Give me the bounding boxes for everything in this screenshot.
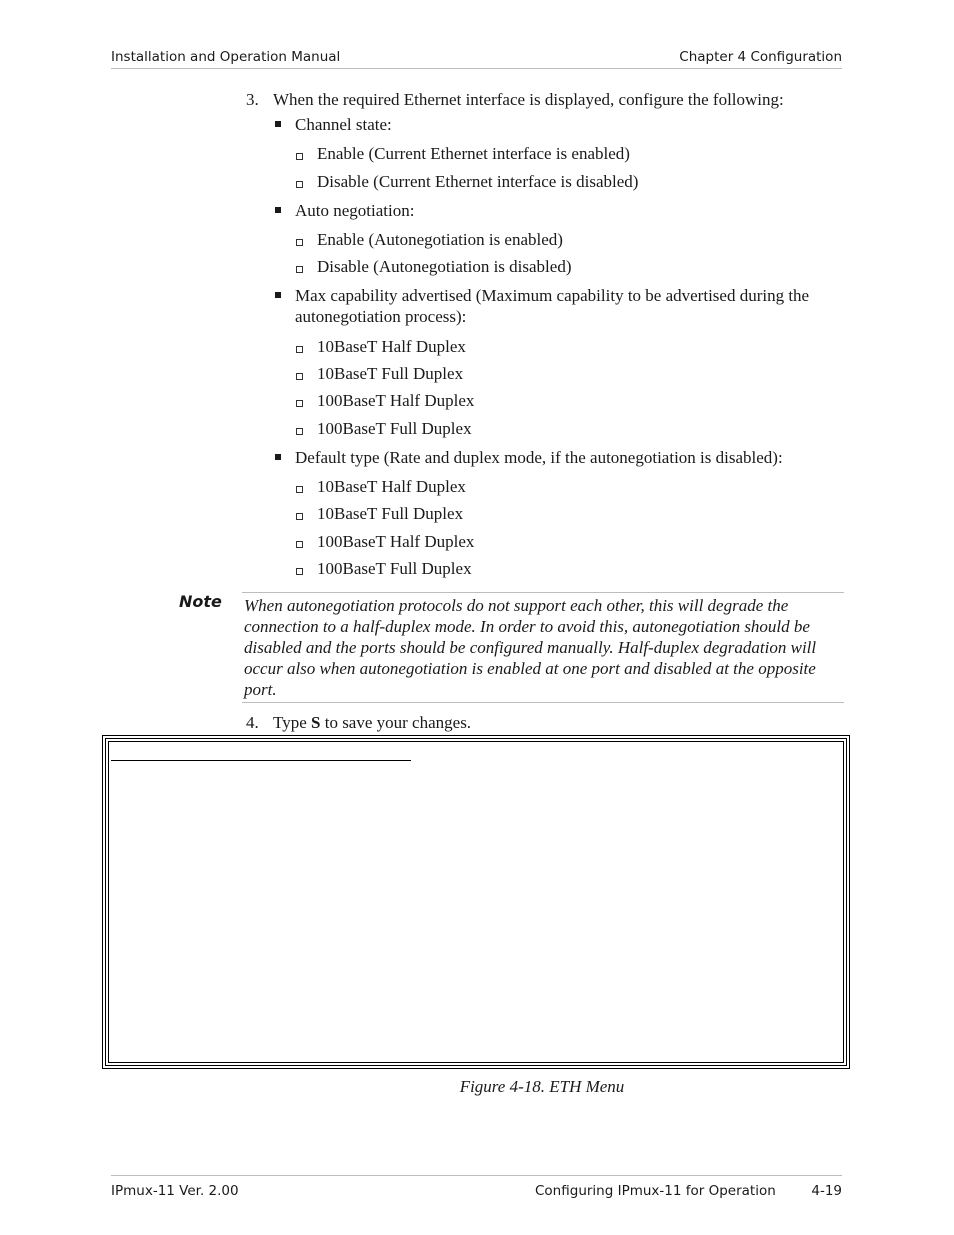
default-type-option: 10BaseT Full Duplex [317, 504, 464, 523]
sub-bullet-square-icon [296, 153, 303, 160]
note-text: When autonegotiation protocols do not support each other, this will degrade the connection to a half-duplex mode. In order to avoid this, autonegotiation should be disabled and the ports should be configured manually. Half-duplex degradation will occur also when autonegotiation is enabled at one port and disabled at the opposite port. [244, 596, 817, 699]
default-type-option: 100BaseT Full Duplex [317, 559, 472, 578]
sub-bullet-square-icon [296, 346, 303, 353]
step-3-text: When the required Ethernet interface is displayed, configure the following: [273, 90, 784, 109]
auto-negotiation-label: Auto negotiation: [295, 201, 415, 220]
figure-frame [105, 738, 847, 1066]
header-manual-title: Installation and Operation Manual [111, 49, 341, 65]
channel-state-label: Channel state: [295, 115, 392, 134]
sub-bullet-square-icon [296, 568, 303, 575]
figure-title-underline [111, 760, 411, 761]
bullet-square-icon [275, 121, 281, 127]
step-4-prefix: Type [273, 713, 311, 732]
step-4-number: 4. [246, 713, 259, 732]
header-chapter: Chapter 4 Configuration [679, 49, 842, 65]
bullet-square-icon [275, 454, 281, 460]
note-bottom-rule [242, 702, 844, 703]
save-key: S [311, 713, 321, 732]
sub-bullet-square-icon [296, 181, 303, 188]
max-capability-option: 100BaseT Full Duplex [317, 419, 472, 438]
max-capability-option: 10BaseT Half Duplex [317, 337, 466, 356]
auto-negotiation-option: Disable (Autonegotiation is disabled) [317, 257, 572, 276]
bullet-square-icon [275, 207, 281, 213]
sub-bullet-square-icon [296, 373, 303, 380]
sub-bullet-square-icon [296, 400, 303, 407]
sub-bullet-square-icon [296, 541, 303, 548]
max-capability-label-line1: Max capability advertised (Maximum capability to be advertised during the [295, 286, 810, 305]
default-type-label: Default type (Rate and duplex mode, if the autonegotiation is disabled): [295, 448, 783, 467]
note-label: Note [179, 592, 222, 611]
channel-state-option: Enable (Current Ethernet interface is enabled) [317, 144, 630, 163]
sub-bullet-square-icon [296, 486, 303, 493]
page-header [111, 48, 842, 69]
note-top-rule [242, 592, 844, 593]
auto-negotiation-option: Enable (Autonegotiation is enabled) [317, 230, 563, 249]
sub-bullet-square-icon [296, 428, 303, 435]
footer-page-number: 4-19 [811, 1183, 842, 1199]
sub-bullet-square-icon [296, 239, 303, 246]
figure-inner-frame [108, 741, 844, 1063]
sub-bullet-square-icon [296, 266, 303, 273]
figure-caption: Figure 4-18. ETH Menu [459, 1077, 625, 1096]
step-4-text [273, 712, 471, 733]
channel-state-option: Disable (Current Ethernet interface is disabled) [317, 172, 639, 191]
page-footer [111, 1175, 842, 1200]
step-4-suffix: to save your changes. [320, 713, 472, 732]
sub-bullet-square-icon [296, 513, 303, 520]
default-type-option: 100BaseT Half Duplex [317, 532, 475, 551]
footer-section: Configuring IPmux-11 for Operation [535, 1183, 776, 1199]
step-3-number: 3. [246, 90, 259, 109]
footer-product-version: IPmux-11 Ver. 2.00 [111, 1183, 239, 1199]
max-capability-label-line2: autonegotiation process): [295, 307, 467, 326]
max-capability-option: 100BaseT Half Duplex [317, 391, 475, 410]
max-capability-option: 10BaseT Full Duplex [317, 364, 464, 383]
bullet-square-icon [275, 292, 281, 298]
default-type-option: 10BaseT Half Duplex [317, 477, 466, 496]
